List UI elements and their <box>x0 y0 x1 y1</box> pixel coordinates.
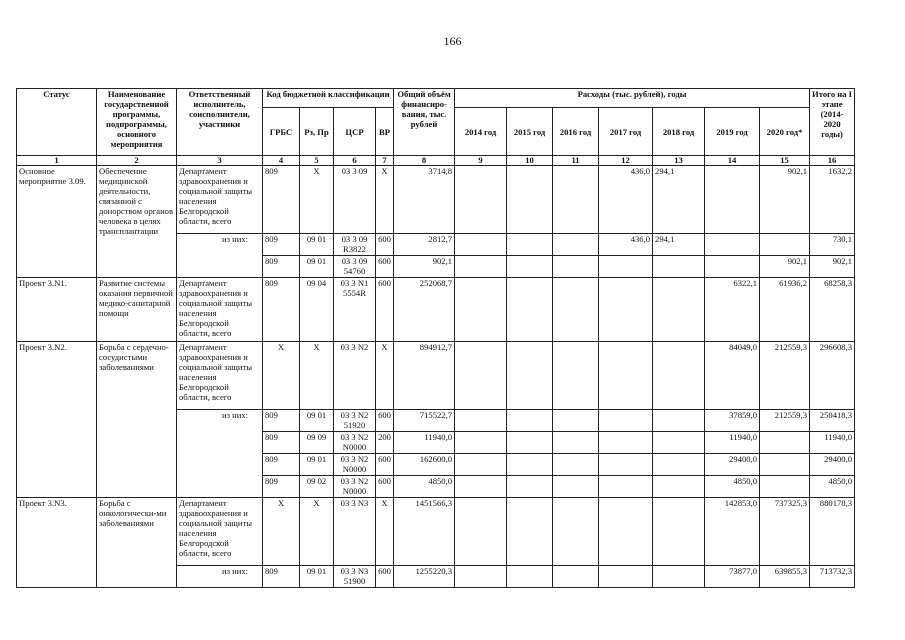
header-year: 2016 год <box>553 108 599 156</box>
row-2017 <box>599 454 653 476</box>
row-2020: 212559,3 <box>760 410 810 432</box>
row-rzpr: 09 04 <box>300 278 334 342</box>
table-row <box>17 342 855 410</box>
row-grbs: Х <box>263 498 300 566</box>
row-2017 <box>599 498 653 566</box>
header-budget-code: Код бюджетной классификации <box>263 89 394 108</box>
row-2020: 737325,3 <box>760 498 810 566</box>
row-sum: 29400,0 <box>810 454 855 476</box>
row-executor: из них: <box>177 566 263 588</box>
row-sum: 880178,3 <box>810 498 855 566</box>
row-2019 <box>705 166 760 234</box>
header-csr: ЦСР <box>334 108 376 156</box>
row-vr: 600 <box>376 454 394 476</box>
row-2018 <box>653 498 705 566</box>
header-total-volume: Общий объём финансиро-вания, тыс. рублей <box>394 89 455 156</box>
row-2019: 142853,0 <box>705 498 760 566</box>
row-executor: Департамент здравоохранения и социальной защиты населения Белгородской области, всего <box>177 278 263 342</box>
col-index: 16 <box>810 156 855 166</box>
row-executor: Департамент здравоохранения и социальной защиты населения Белгородской области, всего <box>177 498 263 566</box>
row-total: 162600,0 <box>394 454 455 476</box>
col-index: 4 <box>263 156 300 166</box>
col-index: 2 <box>97 156 177 166</box>
row-2017 <box>599 256 653 278</box>
row-sum: 68258,3 <box>810 278 855 342</box>
row-csr: 03 3 N3 51900 <box>334 566 376 588</box>
row-sum: 11940,0 <box>810 432 855 454</box>
column-index-row <box>17 156 855 166</box>
row-2017 <box>599 476 653 498</box>
row-name: Развитие системы оказания первичной медико-санитарной помощи <box>97 278 177 342</box>
col-index: 10 <box>507 156 553 166</box>
row-grbs: 809 <box>263 234 300 256</box>
row-csr: 03 3 N2 N0000 <box>334 476 376 498</box>
row-total: 1451566,3 <box>394 498 455 566</box>
row-csr: 03 3 N2 <box>334 342 376 410</box>
row-sum: 1632,2 <box>810 166 855 234</box>
header-year: 2015 год <box>507 108 553 156</box>
row-2020: 639855,3 <box>760 566 810 588</box>
header-row-1 <box>17 89 855 108</box>
row-grbs: 809 <box>263 566 300 588</box>
row-2020: 61936,2 <box>760 278 810 342</box>
row-2019: 6322,1 <box>705 278 760 342</box>
header-year: 2014 год <box>455 108 507 156</box>
row-rzpr: 09 01 <box>300 256 334 278</box>
row-2020 <box>760 454 810 476</box>
row-executor: из них: <box>177 234 263 278</box>
row-total: 11940,0 <box>394 432 455 454</box>
row-2019 <box>705 256 760 278</box>
col-index: 11 <box>553 156 599 166</box>
col-index: 13 <box>653 156 705 166</box>
row-rzpr: 09 01 <box>300 410 334 432</box>
row-total: 2812,7 <box>394 234 455 256</box>
row-executor: Департамент здравоохранения и социальной защиты населения Белгородской области, всего <box>177 342 263 410</box>
col-index: 9 <box>455 156 507 166</box>
row-grbs: Х <box>263 342 300 410</box>
row-2020 <box>760 234 810 256</box>
row-rzpr: 09 09 <box>300 432 334 454</box>
row-2017 <box>599 566 653 588</box>
row-total: 1255220,3 <box>394 566 455 588</box>
col-index: 5 <box>300 156 334 166</box>
row-grbs: 809 <box>263 454 300 476</box>
col-index: 1 <box>17 156 97 166</box>
row-sum: 296608,3 <box>810 342 855 410</box>
row-rzpr: 09 01 <box>300 234 334 256</box>
row-2017 <box>599 410 653 432</box>
row-status: Проект 3.N3. <box>17 498 97 588</box>
row-grbs: 809 <box>263 278 300 342</box>
row-total: 894912,7 <box>394 342 455 410</box>
col-index: 8 <box>394 156 455 166</box>
row-csr: 03 3 N2 N0000 <box>334 454 376 476</box>
row-rzpr: 09 01 <box>300 566 334 588</box>
header-year: 2018 год <box>653 108 705 156</box>
row-2018 <box>653 432 705 454</box>
row-vr: 600 <box>376 278 394 342</box>
row-vr: Х <box>376 342 394 410</box>
row-2020: 902,1 <box>760 256 810 278</box>
row-grbs: 809 <box>263 476 300 498</box>
row-2018 <box>653 566 705 588</box>
row-2017 <box>599 342 653 410</box>
row-2017 <box>599 432 653 454</box>
row-rzpr: Х <box>300 166 334 234</box>
row-2019: 4850,0 <box>705 476 760 498</box>
row-2017: 436,0 <box>599 166 653 234</box>
row-total: 902,1 <box>394 256 455 278</box>
row-vr: 200 <box>376 432 394 454</box>
row-2020 <box>760 432 810 454</box>
row-vr: Х <box>376 166 394 234</box>
col-index: 14 <box>705 156 760 166</box>
row-2018 <box>653 454 705 476</box>
row-2018 <box>653 342 705 410</box>
header-executor: Ответственный исполнитель, соисполнители, участники <box>177 89 263 156</box>
row-rzpr: Х <box>300 498 334 566</box>
row-csr: 03 3 N2 N0000 <box>334 432 376 454</box>
row-csr: 03 3 09 R3822 <box>334 234 376 256</box>
header-grbs: ГРБС <box>263 108 300 156</box>
row-name: Борьба с сердечно-сосудистыми заболеваниями <box>97 342 177 498</box>
row-status: Основное мероприятие 3.09. <box>17 166 97 278</box>
row-grbs: 809 <box>263 410 300 432</box>
row-vr: 600 <box>376 256 394 278</box>
row-2019: 11940,0 <box>705 432 760 454</box>
header-name: Наименование государственной программы, подпрограммы, основного мероприятия <box>97 89 177 156</box>
row-2018 <box>653 278 705 342</box>
row-vr: 600 <box>376 234 394 256</box>
col-index: 6 <box>334 156 376 166</box>
row-csr: 03 3 09 <box>334 166 376 234</box>
table-row <box>17 278 855 342</box>
table-row <box>17 498 855 566</box>
header-vr: ВР <box>376 108 394 156</box>
budget-table <box>16 88 855 588</box>
row-2018 <box>653 410 705 432</box>
row-sum: 4850,0 <box>810 476 855 498</box>
row-rzpr: 09 01 <box>300 454 334 476</box>
header-year: 2019 год <box>705 108 760 156</box>
row-2018 <box>653 476 705 498</box>
row-2020: 212559,3 <box>760 342 810 410</box>
row-csr: 03 3 09 54760 <box>334 256 376 278</box>
row-2020 <box>760 476 810 498</box>
row-sum: 902,1 <box>810 256 855 278</box>
col-index: 15 <box>760 156 810 166</box>
row-grbs: 809 <box>263 432 300 454</box>
row-sum: 250418,3 <box>810 410 855 432</box>
row-2018 <box>653 256 705 278</box>
row-2017 <box>599 278 653 342</box>
col-index: 12 <box>599 156 653 166</box>
row-vr: Х <box>376 498 394 566</box>
row-rzpr: Х <box>300 342 334 410</box>
row-vr: 600 <box>376 476 394 498</box>
row-vr: 600 <box>376 566 394 588</box>
row-2017: 436,0 <box>599 234 653 256</box>
col-index: 3 <box>177 156 263 166</box>
header-total-stage: Итого на I этапе (2014-2020 годы) <box>810 89 855 156</box>
row-grbs: 809 <box>263 256 300 278</box>
row-2019: 84049,0 <box>705 342 760 410</box>
page-number: 166 <box>443 34 462 48</box>
row-csr: 03 3 N2 51920 <box>334 410 376 432</box>
header-rzpr: Рз, Пр <box>300 108 334 156</box>
row-status: Проект 3.N2. <box>17 342 97 498</box>
row-total: 3714,8 <box>394 166 455 234</box>
header-expenses: Расходы (тыс. рублей), годы <box>455 89 810 108</box>
row-2018: 294,1 <box>653 234 705 256</box>
row-2018: 294,1 <box>653 166 705 234</box>
row-sum: 730,1 <box>810 234 855 256</box>
row-total: 252068,7 <box>394 278 455 342</box>
row-csr: 03 3 N1 5554R <box>334 278 376 342</box>
row-sum: 713732,3 <box>810 566 855 588</box>
row-executor: Департамент здравоохранения и социальной защиты населения Белгородской области, всего <box>177 166 263 234</box>
col-index: 7 <box>376 156 394 166</box>
row-csr: 03 3 N3 <box>334 498 376 566</box>
row-2019 <box>705 234 760 256</box>
row-2019: 73877,0 <box>705 566 760 588</box>
row-status: Проект 3.N1. <box>17 278 97 342</box>
row-total: 4850,0 <box>394 476 455 498</box>
header-status: Статус <box>17 89 97 156</box>
row-grbs: 809 <box>263 166 300 234</box>
row-executor: из них: <box>177 410 263 498</box>
row-rzpr: 09 02 <box>300 476 334 498</box>
row-vr: 600 <box>376 410 394 432</box>
row-name: Борьба с онкологически-ми заболеваниями <box>97 498 177 588</box>
row-total: 715522,7 <box>394 410 455 432</box>
row-2019: 29400,0 <box>705 454 760 476</box>
row-2020: 902,1 <box>760 166 810 234</box>
header-year: 2017 год <box>599 108 653 156</box>
table-row <box>17 166 855 234</box>
row-name: Обеспечение медицинской деятельности, связанной с донорством органов человека в целях трансплантации <box>97 166 177 278</box>
row-2019: 37859,0 <box>705 410 760 432</box>
header-year: 2020 год* <box>760 108 810 156</box>
